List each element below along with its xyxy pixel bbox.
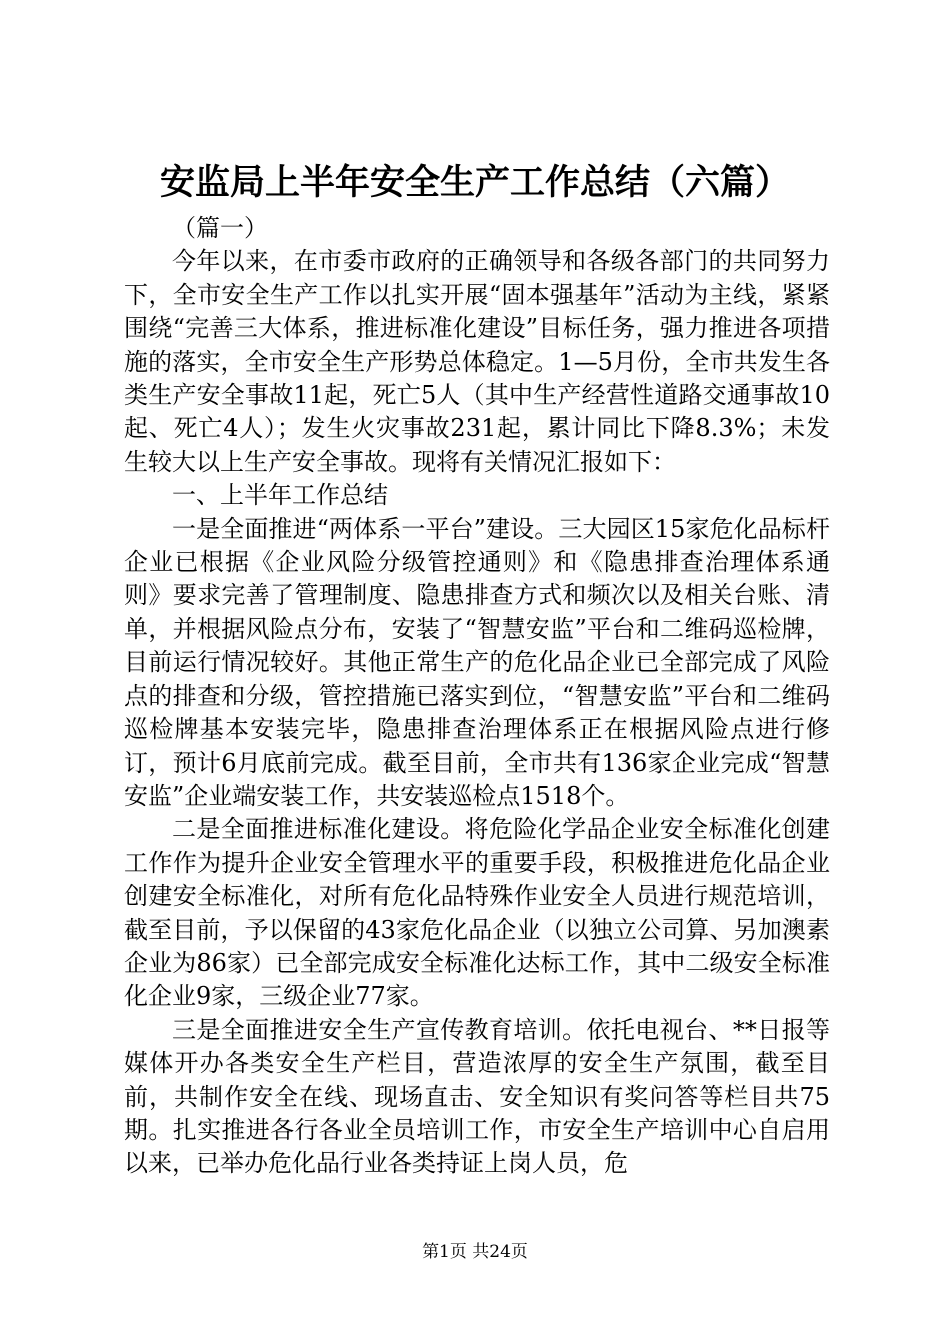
section-label: （篇一） [172,214,268,242]
document-title: 安监局上半年安全生产工作总结（六篇） [159,162,790,203]
section-heading: 一、上半年工作总结 [172,481,388,510]
paragraph-item-three: 三是全面推进安全生产宣传教育培训。依托电视台、**日报等媒体开办各类安全生产栏目，营造浓厚的安全生产氛围，截至目前，共制作安全在线、现场直击、安全知识有奖问答等栏目共75期。扎实推进各行各业全员培训工作，市安全生产培训中心自启用以来，已举办危化品行业各类持证上岗人员，危 [124,1015,830,1178]
paragraph-item-one: 一是全面推进“两体系一平台”建设。三大园区15家危化品标杆企业已根据《企业风险分级管控通则》和《隐患排查治理体系通则》要求完善了管理制度、隐患排查方式和频次以及相关台账、清单，并根据风险点分布，安装了“智慧安监”平台和二维码巡检牌，目前运行情况较好。其他正常生产的危化品企业已全部完成了风险点的排查和分级，管控措施已落实到位，“智慧安监”平台和二维码巡检牌基本安装完毕，隐患排查治理体系正在根据风险点进行修订，预计6月底前完成。截至目前，全市共有136家企业完成“智慧安监”企业端安装工作，共安装巡检点1518个。 [124,514,830,810]
intro-paragraph: 今年以来，在市委市政府的正确领导和各级各部门的共同努力下，全市安全生产工作以扎实开展“固本强基年”活动为主线，紧紧围绕“完善三大体系，推进标准化建设”目标任务，强力推进各项措施的落实，全市安全生产形势总体稳定。1—5月份，全市共发生各类生产安全事故11起，死亡5人（其中生产经营性道路交通事故10起、死亡4人）；发生火灾事故231起，累计同比下降8.3%；未发生较大以上生产安全事故。现将有关情况汇报如下： [124,247,830,476]
document-body [124,212,830,1181]
paragraph-item-two: 二是全面推进标准化建设。将危险化学品企业安全标准化创建工作作为提升企业安全管理水平的重要手段，积极推进危化品企业创建安全标准化，对所有危化品特殊作业安全人员进行规范培训，截至目前，予以保留的43家危化品企业（以独立公司算、另加澳素企业为86家）已全部完成安全标准化达标工作，其中二级安全标准化企业9家，三级企业77家。 [124,815,830,1011]
page-footer: 第1页 共24页 [422,1242,528,1262]
